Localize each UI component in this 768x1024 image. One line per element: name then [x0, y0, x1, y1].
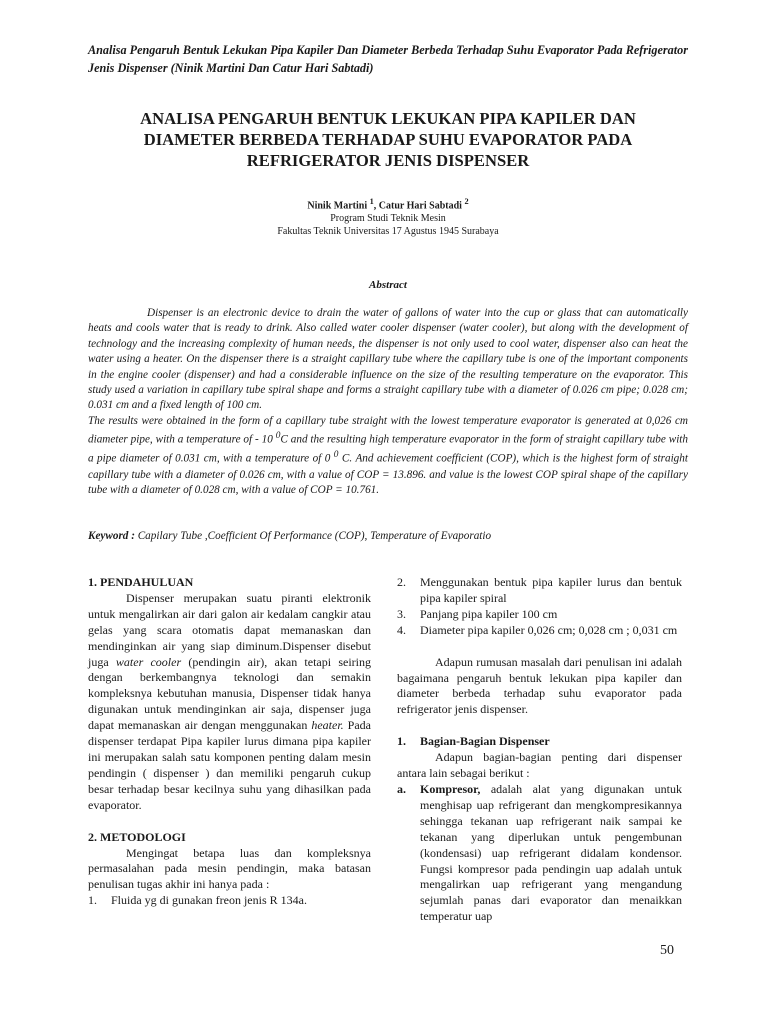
spacer [397, 718, 682, 734]
list-text [420, 782, 682, 925]
abstract-text: C. And achievement coefficient (COP), which is the highest form of straight capillary tube with a diameter of 0.026 cm, with a value of COP = 13.896. and value is the lowest COP spiral shape of the capillary tube with a diameter of 0.028 cm, with a value of COP = 10.761. [88, 453, 688, 496]
running-head: Analisa Pengaruh Bentuk Lekukan Pipa Kapiler Dan Diameter Berbeda Terhadap Suhu Evaporator Pada Refrigerator Jenis Dispenser (Ninik Martini Dan Catur Hari Sabtadi) [88, 43, 688, 75]
list-number: 4. [397, 622, 406, 637]
left-column [88, 575, 371, 909]
right-column [397, 575, 682, 925]
section-heading-pendahuluan: 1. PENDAHULUAN [88, 575, 194, 589]
list-text: Menggunakan bentuk pipa kapiler lurus dan bentuk pipa kapiler spiral [420, 575, 682, 605]
list-item [88, 893, 371, 909]
paragraph-text: Dispenser merupakan suatu piranti elektronik untuk mengalirkan air dari galon air kedalam cangkir atau gelas yang scara otomatis dapat memanaskan dan mendinginkan air yang siap diminum.Dispenser disebut juga [88, 590, 371, 669]
degree-mark: 0 [275, 431, 281, 442]
paragraph-text: Pada dispenser terdapat Pipa kapiler lurus dimana pipa kapiler ini merupakan salah satu komponen penting dalam mesin pendingin ( dispenser ) dan memiliki pengaruh cukup besar terhadap besar kecilnya suhu yang dihasilkan pada evaporator. [88, 718, 371, 812]
subsection-number: 1. [397, 734, 406, 749]
keyword-label: Keyword : [88, 530, 138, 542]
author-faculty: Fakultas Teknik Universitas 17 Agustus 1945 Surabaya [277, 226, 499, 238]
list-letter: a. [397, 781, 406, 796]
list-item [397, 607, 682, 623]
abstract-heading: Abstract [369, 279, 407, 291]
list-item [397, 782, 682, 925]
author-affiliation-mark: 2 [464, 197, 469, 206]
list-text: Fluida yg di gunakan freon jenis R 134a. [111, 893, 307, 908]
paper-title [88, 108, 688, 171]
abstract-body [88, 306, 688, 498]
author-name: Ninik Martini [307, 200, 368, 212]
list-text: Diameter pipa kapiler 0,026 cm; 0,028 cm ; 0,031 cm [420, 622, 678, 637]
title-line: ANALISA PENGARUH BENTUK LEKUKAN PIPA KAPILER DAN [140, 109, 636, 128]
abstract-paragraph [88, 414, 688, 499]
list-item [397, 575, 682, 607]
paragraph-italic: water cooler [115, 654, 182, 669]
section-paragraph: Adapun bagian-bagian penting dari dispenser antara lain sebagai berikut : [397, 750, 682, 781]
author-separator: , [373, 200, 379, 212]
list-text: Panjang pipa kapiler 100 cm [420, 606, 558, 621]
author-name: Catur Hari Sabtadi [378, 200, 462, 212]
keywords [88, 530, 688, 542]
list-number: 3. [397, 606, 406, 621]
page-number: 50 [660, 943, 674, 958]
author-affiliation-mark: 1 [369, 197, 374, 206]
term-label: Kompresor, [420, 781, 481, 796]
author-block [88, 195, 688, 238]
list-item [397, 623, 682, 639]
term-text: adalah alat yang digunakan untuk menghisap uap refrigerant dan mengkompresikannya sehingga tekanan uap refrigerant naik sampai ke tekanan yang diperlukan untuk pengembunan (kondensasi) uap refrigerant didalam kondensor. Fungsi kompresor pada pendingin uap adalah untuk mengalirkan uap refrigerant yang mengandung sejumlah panas dari evaporator dan menaikkan temperatur uap [420, 781, 682, 924]
section-paragraph: Mengingat betapa luas dan kompleksnya permasalahan pada mesin pendingin, maka batasan penulisan tugas akhir ini hanya pada : [88, 845, 371, 892]
author-program: Program Studi Teknik Mesin [330, 213, 446, 225]
list-number: 1. [88, 893, 97, 908]
list-number: 2. [397, 575, 406, 589]
section-heading-metodologi: 2. METODOLOGI [88, 829, 186, 844]
subsection-title: Bagian-Bagian Dispenser [420, 734, 550, 749]
abstract-paragraph: Dispenser is an electronic device to drain the water of gallons of water into the cup or glass that can automatically heats and cools water that is ready to drink. Also called water cooler dispenser (water cooler), but along with the development of technology and the increasing complexity of human needs, the dispenser is not only used to cool water, dispenser also can heat the water using a heater. On the dispenser there is a straight capillary tube where the capillary tube is one of the important components in the engine cooler (dispenser) and had a considerable influence on the size of the resulting temperature on the evaporator. This study used a variation in capillary tube spiral shape and forms a straight capillary tube with a diameter of 0.026 cm pipe; 0.028 cm; 0.031 cm and a fixed length of 100 cm. [88, 307, 688, 412]
paragraph-text: (pendingin air), akan tetapi seiring dengan berkembangnya teknologi dan semakin kompleksnya kebutuhan manusia, Dispenser tidak hanya digunakan untuk mendinginkan air saja, dispenser juga dapat memanaskan air dengan menggunakan [88, 654, 371, 733]
abstract-text: The results were obtained in the form of a capillary tube straight with the lowest temperature evaporator is generated at 0,026 cm diameter pipe, with a temperature of - 10 [88, 414, 688, 446]
spacer [397, 639, 682, 655]
paragraph-italic: heater. [311, 718, 344, 733]
degree-mark: 0 [333, 450, 339, 461]
abstract-text: C and the resulting high temperature evaporator in the form of straight capillary tube with a pipe diameter of 0.031 cm, with a temperature of 0 [88, 433, 689, 466]
subsection-heading [397, 734, 682, 750]
section-paragraph: Adapun rumusan masalah dari penulisan ini adalah bagaimana pengaruh bentuk lekukan pipa kapiler dan diameter berbeda terhadap suhu evaporator pada refrigerator jenis dispenser. [397, 654, 682, 717]
section-paragraph [88, 591, 371, 814]
title-line: DIAMETER BERBEDA TERHADAP SUHU EVAPORATOR PADA [143, 130, 633, 149]
author-names [88, 195, 688, 212]
keyword-text: Capilary Tube ,Coefficient Of Performance (COP), Temperature of Evaporatio [137, 530, 492, 542]
title-line: REFRIGERATOR JENIS DISPENSER [246, 151, 530, 170]
spacer [88, 814, 371, 830]
